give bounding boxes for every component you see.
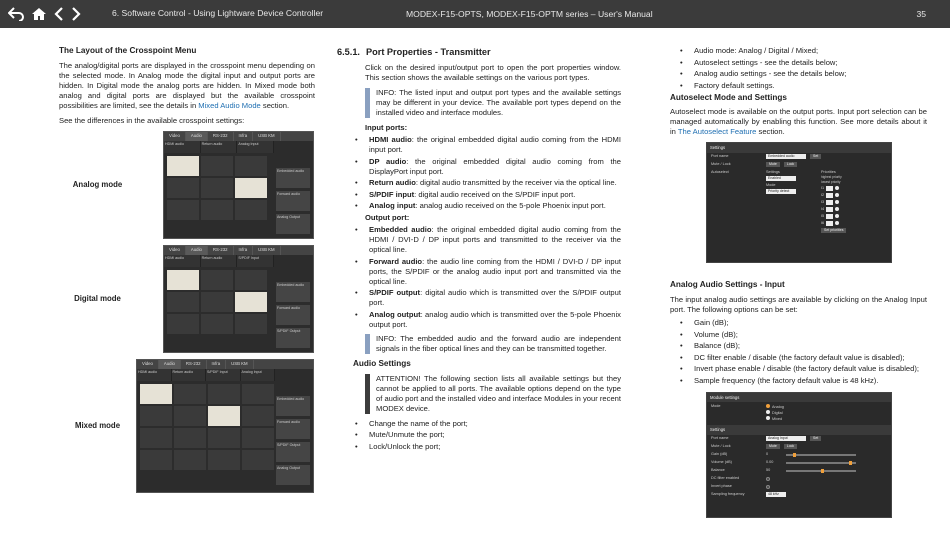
crosspoint-cell (167, 200, 199, 220)
output-label: Embedded audio (276, 168, 310, 188)
mixed-mode-row (59, 359, 315, 493)
shot-row (707, 161, 891, 169)
list-item (345, 310, 621, 330)
gain-slider (786, 454, 856, 456)
shot-key: Balance (711, 468, 725, 473)
prio-input (826, 214, 833, 219)
nav-icons (0, 7, 112, 21)
crosspoint-cell (235, 178, 267, 198)
tab-infra: Infra (234, 132, 254, 141)
list-item: • Invert phase enable / disable (the factory default value is disabled); (670, 364, 927, 374)
crosspoint-cell (140, 384, 172, 404)
column-right (670, 46, 927, 518)
tab-usb: USB KM (253, 246, 280, 255)
prio-label: I3 (821, 199, 825, 204)
analog-mode-label: Analog mode (72, 179, 123, 189)
chapter-title: 6. Software Control - Using Lightware Device Controller (112, 8, 324, 19)
set-priorities-button: Set priorities (821, 228, 846, 233)
crosspoint-paragraph (59, 61, 315, 111)
audio-settings-heading: Audio Settings (353, 359, 411, 369)
term: Analog input (369, 201, 416, 211)
crosspoint-cell (140, 428, 172, 448)
chevron-right-icon[interactable] (71, 7, 81, 21)
prio-option: highest priority (821, 175, 842, 180)
tab-video: Video (164, 132, 186, 141)
info-note: INFO: The listed input and output port types and the available settings may be different in your device. The available port types depend on the installed video and interface modules. (365, 88, 621, 118)
output-ports-label: Output port: (365, 213, 410, 223)
crosspoint-tabs (137, 360, 313, 369)
crosspoint-cell (208, 384, 240, 404)
input-header: Return audio (172, 369, 207, 381)
shot-row (707, 483, 891, 491)
slider-handle (821, 469, 824, 473)
list-item: • Analog audio settings - see the details below; (670, 69, 927, 79)
shot-key: Mute / Lock (711, 444, 731, 449)
input-header: Return audio (201, 255, 238, 267)
top-bar (0, 0, 950, 28)
output-side (276, 282, 310, 351)
list-item (345, 201, 621, 211)
list-item: • Mute/Unmute the port; (345, 430, 621, 440)
output-label: Forward audio (276, 419, 310, 439)
desc: : analog audio which is transmitted over the 5-pole Phoenix output port. (369, 309, 621, 329)
section-heading (337, 46, 621, 58)
para-text: The analog/digital ports are displayed in the crosspoint menu depending on the selected mode. In Analog mode the digital input and output ports are hidden. In Digital mode the analog ports are hidden. In Mixed mode both analog and digital ports are displayed but the available crosspoint possibilities are limited, see the details in (59, 60, 315, 110)
list-item: • Audio mode: Analog / Digital / Mixed; (670, 46, 927, 56)
desc: : the original embedded digital audio coming from the HDMI / DVI-D / DP input ports and transmitted to the receiver via the optical line. (369, 225, 621, 255)
tab-audio: Audio (159, 360, 181, 369)
prio-label: I4 (821, 206, 825, 211)
crosspoint-heading: The Layout of the Crosspoint Menu (59, 46, 197, 55)
shot-bar: Settings (707, 425, 891, 435)
radio-selected-icon (766, 404, 770, 408)
output-label: Forward audio (276, 191, 310, 211)
shot-key: DC filter enabled (711, 476, 740, 481)
crosspoint-cell (235, 200, 267, 220)
shot-key: Port name (711, 436, 729, 441)
crosspoint-cell (140, 406, 172, 426)
para-text: section. (260, 100, 290, 110)
page-number: 35 (916, 9, 926, 19)
shot-row (707, 467, 891, 475)
slider-handle (849, 461, 852, 465)
lock-button: Lock (784, 444, 797, 449)
analog-input-settings-screenshot (706, 392, 892, 518)
desc: : digital audio received on the S/PDIF input port. (414, 189, 576, 199)
shot-key: Volume (dB) (711, 460, 732, 465)
list-item (345, 190, 621, 200)
prio-label: I6 (821, 220, 825, 225)
crosspoint-cell (167, 270, 199, 290)
tab-usb: USB KM (253, 132, 280, 141)
port-name-input: Analog Input (766, 436, 806, 441)
toggle-icon (835, 186, 839, 190)
analog-audio-heading: Analog Audio Settings - Input (670, 280, 785, 290)
tab-infra: Infra (234, 246, 254, 255)
input-ports-list (337, 135, 621, 211)
toggle-icon (835, 221, 839, 225)
desc: : the original embedded digital audio coming from the HDMI input port. (369, 135, 621, 155)
crosspoint-tabs (164, 246, 313, 255)
mode-options (766, 404, 784, 422)
list-item: • Volume (dB); (670, 330, 927, 340)
crosspoint-cell (167, 156, 199, 176)
output-label: Embedded audio (276, 282, 310, 302)
autoselect-feature-link[interactable]: The Autoselect Feature (677, 127, 757, 137)
desc: : digital audio which is transmitted over the S/PDIF output port. (369, 288, 621, 308)
tab-rs232: RS-232 (208, 132, 234, 141)
prio-rows (821, 186, 881, 226)
analog-mode-row (59, 131, 315, 239)
term: Analog output (369, 309, 421, 319)
tab-infra: Infra (207, 360, 227, 369)
shot-row (707, 435, 891, 443)
shot-key: Port name (711, 154, 729, 159)
crosspoint-cell (242, 428, 274, 448)
mixed-crosspoint-screenshot (136, 359, 314, 493)
shot-row (707, 169, 891, 234)
port-name-input: Embedded audio (766, 154, 806, 159)
list-item (345, 135, 621, 155)
list-item (345, 178, 621, 188)
output-label: Forward audio (276, 305, 310, 325)
list-item: • Lock/Unlock the port; (345, 442, 621, 452)
column-left (59, 46, 315, 493)
chevron-left-icon[interactable] (54, 7, 64, 21)
crosspoint-cell (201, 270, 233, 290)
term: Return audio (369, 178, 416, 188)
input-header: S/PDIF Input (206, 369, 241, 381)
list-item: • Balance (dB); (670, 341, 927, 351)
tab-audio: Audio (186, 246, 208, 255)
crosspoint-cell (201, 200, 233, 220)
output-ports-list (337, 225, 621, 330)
shot-bar: Settings (707, 143, 891, 153)
shot-key: Mute / Lock (711, 162, 731, 167)
prio-label: I5 (821, 213, 825, 218)
prio-input (826, 193, 833, 198)
shot-row (707, 451, 891, 459)
crosspoint-tabs (164, 132, 313, 141)
input-ports-label: Input ports: (365, 123, 408, 133)
analog-audio-paragraph: The input analog audio settings are available by clicking on the Analog Input port. The following options can be set: (670, 295, 927, 315)
term: DP audio (369, 156, 407, 166)
shot-key: Priorities (821, 170, 836, 175)
list-item: • Autoselect settings - see the details below; (670, 58, 927, 68)
prio-row (821, 221, 881, 226)
shot-bar: Module settings (707, 393, 891, 403)
prio-row (821, 193, 881, 198)
autoselect-settings (766, 170, 821, 194)
prio-label: I1 (821, 185, 825, 190)
input-header: Analog Input (237, 141, 274, 153)
crosspoint-cell (174, 450, 206, 470)
output-side (276, 396, 310, 488)
tab-usb: USB KM (226, 360, 253, 369)
mixed-audio-mode-link[interactable]: Mixed Audio Mode (198, 100, 261, 110)
crosspoint-cell (201, 314, 233, 334)
shot-key: Gain (dB) (711, 452, 728, 457)
radio-icon (766, 416, 770, 420)
crosspoint-cell (208, 428, 240, 448)
input-header: HDMI audio (164, 141, 201, 153)
desc: : digital audio transmitted by the receiver via the optical line. (415, 178, 617, 188)
list-item (345, 288, 621, 308)
prio-row (821, 214, 881, 219)
list-item: • Change the name of the port; (345, 419, 621, 429)
crosspoint-cell (235, 314, 267, 334)
prio-label: I2 (821, 192, 825, 197)
mode-option-label: Mixed (772, 416, 783, 421)
crosspoint-cell (242, 450, 274, 470)
settings-select: Enabled (766, 176, 796, 181)
crosspoint-cell (167, 314, 199, 334)
digital-mode-label: Digital mode (74, 293, 121, 303)
priorities (821, 170, 881, 232)
shot-row (707, 402, 891, 423)
input-headers (164, 255, 274, 267)
shot-key: Autoselect (711, 170, 729, 175)
balance-value: 50 (766, 468, 771, 473)
mode-option-label: Analog (772, 404, 784, 409)
prio-input (826, 207, 833, 212)
home-icon[interactable] (31, 7, 47, 21)
list-item (345, 157, 621, 177)
digital-mode-row (59, 245, 315, 353)
tab-video: Video (137, 360, 159, 369)
intro-paragraph: Click on the desired input/output port to open the port properties window. This section shows the available settings on the various port types. (365, 63, 621, 83)
prio-row (821, 200, 881, 205)
crosspoint-cell (242, 384, 274, 404)
volume-value: 0.00 (766, 460, 774, 465)
term: S/PDIF output (369, 288, 421, 298)
list-item (345, 225, 621, 255)
shot-row (707, 475, 891, 483)
crosspoint-cell (235, 292, 267, 312)
shot-row (707, 153, 891, 161)
volume-slider (786, 462, 856, 464)
crosspoint-cell (201, 156, 233, 176)
output-side (276, 168, 310, 237)
list-item: • DC filter enable / disable (the factory default value is disabled); (670, 353, 927, 363)
output-label: Analog Output (276, 465, 310, 485)
prio-option: lowest priority (821, 179, 841, 184)
list-item (345, 257, 621, 287)
list-item: • Factory default settings. (670, 81, 927, 91)
crosspoint-cell (242, 406, 274, 426)
prio-input (826, 186, 833, 191)
crosspoint-cell (201, 292, 233, 312)
desc: : the original embedded digital audio coming from the DisplayPort input port. (369, 156, 621, 176)
shot-key: Invert phase (711, 484, 732, 489)
digital-crosspoint-screenshot (163, 245, 314, 353)
toggle-icon (835, 193, 839, 197)
balance-slider (786, 470, 856, 472)
tab-video: Video (164, 246, 186, 255)
checkbox-icon (766, 477, 770, 481)
input-header: Analog Input (241, 369, 276, 381)
autoselect-paragraph (670, 107, 927, 137)
term: S/PDIF input (369, 189, 415, 199)
input-header: HDMI audio (137, 369, 172, 381)
output-label: S/PDIF Output (276, 442, 310, 462)
differences-paragraph: See the differences in the available crosspoint settings: (59, 115, 245, 125)
desc: : the audio line coming from the HDMI / DVI-D / DP input ports, the S/PDIF or the analog audio input port and transmitted via the optical line. (369, 256, 621, 286)
section-number: 6.5.1. (337, 47, 360, 57)
shot-key: Mode (766, 183, 776, 188)
crosspoint-cell (201, 178, 233, 198)
crosspoint-cell (235, 270, 267, 290)
input-header: Return audio (201, 141, 238, 153)
mute-button: Mute (766, 162, 780, 167)
tab-rs232: RS-232 (181, 360, 207, 369)
gain-value: 0 (766, 452, 769, 457)
output-label: Embedded audio (276, 396, 310, 416)
crosspoint-cell (167, 292, 199, 312)
tab-audio: Audio (186, 132, 208, 141)
lock-button: Lock (784, 162, 797, 167)
output-label: S/PDIF Output (276, 328, 310, 348)
section-body (337, 63, 621, 118)
crosspoint-cell (174, 384, 206, 404)
shot-key: Sampling frequency (711, 492, 745, 497)
mode-option-label: Digital (772, 410, 783, 415)
desc: : analog audio received on the 5-pole Phoenix input port. (415, 201, 606, 211)
set-button: Set (810, 154, 821, 159)
crosspoint-cell (167, 178, 199, 198)
shot-key: Settings (766, 170, 780, 175)
autoselect-heading: Autoselect Mode and Settings (670, 92, 787, 102)
analog-crosspoint-screenshot (163, 131, 314, 239)
attention-wrap (337, 374, 621, 414)
shot-row (707, 443, 891, 451)
list-item: • Gain (dB); (670, 318, 927, 328)
prio-input (826, 200, 833, 205)
checkbox-icon (766, 485, 770, 489)
crosspoint-cell (235, 156, 267, 176)
radio-icon (766, 410, 770, 414)
input-header: HDMI audio (164, 255, 201, 267)
input-headers (137, 369, 275, 381)
column-middle (337, 46, 621, 453)
settings-list (670, 46, 927, 91)
toggle-icon (835, 214, 839, 218)
document-title: MODEX-F15-OPTS, MODEX-F15-OPTM series – User's Manual (406, 9, 653, 19)
autoselect-settings-screenshot (706, 142, 892, 263)
shot-key: Mode (711, 403, 721, 408)
input-headers (164, 141, 274, 153)
analog-options-list (670, 318, 927, 386)
mode-option (766, 416, 784, 422)
list-item: • Sample frequency (the factory default value is 48 kHz). (670, 376, 927, 386)
attention-note: ATTENTION! The following section lists all available settings but they cannot be applied to all ports. The available options depend on the type of audio port and the installed video and interface Modules in your recent MODEX device. (365, 374, 621, 414)
output-label: Analog Output (276, 214, 310, 234)
shot-row (707, 491, 891, 499)
crosspoint-cell (208, 406, 240, 426)
slider-handle (793, 453, 796, 457)
prio-input (826, 221, 833, 226)
crosspoint-cell (208, 450, 240, 470)
back-icon[interactable] (8, 7, 24, 21)
mute-button: Mute (766, 444, 780, 449)
set-button: Set (810, 436, 821, 441)
prio-row (821, 186, 881, 191)
crosspoint-cell (140, 450, 172, 470)
audio-settings-list (337, 419, 621, 452)
mode-select: Priority detect (766, 189, 796, 194)
crosspoint-cell (174, 428, 206, 448)
toggle-icon (835, 207, 839, 211)
term: HDMI audio (369, 135, 412, 145)
info-wrap (337, 334, 621, 354)
section-title: Port Properties - Transmitter (366, 47, 491, 57)
sampling-select: 48 kHz (766, 492, 786, 497)
shot-row (707, 459, 891, 467)
input-header: S/PDIF Input (237, 255, 274, 267)
para-text: Autoselect mode is available on the output ports. Input port selection can be managed automatically by enabling this function. See more details about it in (670, 107, 927, 137)
crosspoint-cell (174, 406, 206, 426)
term: Embedded audio (369, 225, 432, 235)
mixed-mode-label: Mixed mode (74, 420, 121, 430)
info-note: INFO: The embedded audio and the forward audio are independent signals in the fiber optical lines and they can be transmitted together. (365, 334, 621, 354)
term: Forward audio (369, 256, 423, 266)
tab-rs232: RS-232 (208, 246, 234, 255)
toggle-icon (835, 200, 839, 204)
para-text: section. (756, 127, 785, 137)
prio-row (821, 207, 881, 212)
